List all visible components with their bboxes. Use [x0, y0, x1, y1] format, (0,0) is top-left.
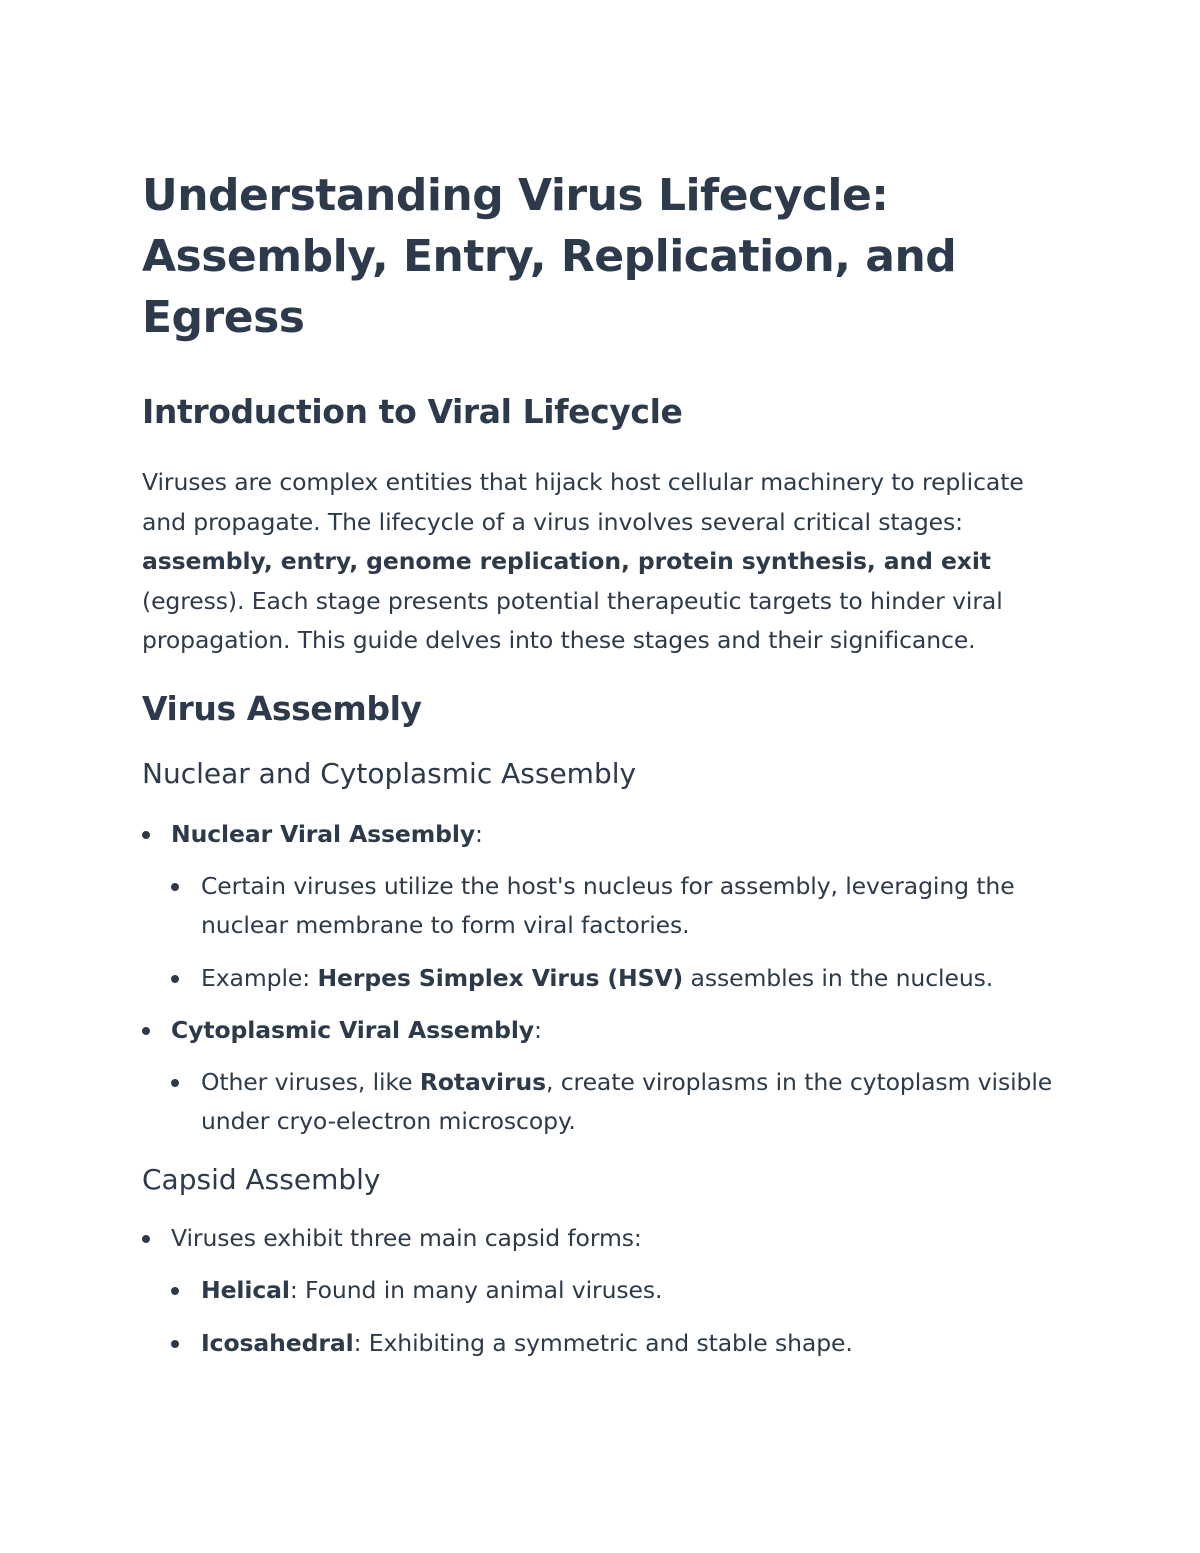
- bullet-icon: [171, 883, 179, 891]
- cytoplasmic-sublist: [171, 1063, 1072, 1141]
- subheading-nuclear-cytoplasmic: Nuclear and Cytoplasmic Assembly: [142, 756, 637, 790]
- example-prefix: Example:: [201, 963, 318, 992]
- subheading-capsid-assembly: Capsid Assembly: [142, 1162, 381, 1196]
- cytoplasmic-label: Cytoplasmic Viral Assembly: [171, 1015, 535, 1044]
- bullet-icon: [171, 975, 179, 983]
- bullet-icon: [142, 831, 150, 839]
- list-item-nuclear-example: [171, 959, 1072, 998]
- cytoplasmic-label-suffix: :: [534, 1015, 542, 1044]
- intro-text-after: (egress). Each stage presents potential therapeutic targets to hinder viral propagation. This guide delves into these stages and their significance.: [142, 586, 1003, 654]
- bullet-icon: [171, 1079, 179, 1087]
- section-heading-virus-assembly: Virus Assembly: [142, 688, 422, 728]
- intro-bold-stages: assembly, entry, genome replication, protein synthesis, and exit: [142, 547, 991, 575]
- bullet-icon: [142, 1235, 150, 1243]
- bullet-icon: [171, 1287, 179, 1295]
- nuclear-sublist: [171, 867, 1072, 998]
- nuclear-label: Nuclear Viral Assembly: [171, 819, 476, 848]
- list-item-cytoplasmic-point: [171, 1063, 1072, 1141]
- cytoplasmic-virus-name: Rotavirus: [419, 1067, 546, 1096]
- helical-label: Helical: [201, 1275, 290, 1304]
- helical-text: : Found in many animal viruses.: [289, 1275, 663, 1304]
- list-item-helical: [171, 1271, 1072, 1310]
- section-heading-introduction: Introduction to Viral Lifecycle: [142, 392, 683, 431]
- capsid-list: [142, 1219, 1072, 1363]
- list-item-capsid-forms: [142, 1219, 1072, 1363]
- cytoplasmic-point-prefix: Other viruses, like: [201, 1067, 420, 1096]
- intro-paragraph: [142, 463, 1072, 661]
- list-item-icosahedral: [171, 1324, 1072, 1363]
- nuclear-label-suffix: :: [475, 819, 483, 848]
- document-page: [142, 165, 1072, 1363]
- bullet-icon: [171, 1340, 179, 1348]
- icosahedral-text: : Exhibiting a symmetric and stable shape.: [353, 1328, 853, 1357]
- nuclear-point-text: Certain viruses utilize the host's nucleus for assembly, leveraging the nuclear membrane to form viral factories.: [201, 871, 1015, 939]
- cytoplasmic-point-suffix: , create viroplasms in the cytoplasm visible under cryo-electron microscopy.: [201, 1067, 1053, 1135]
- assembly-type-list: [142, 815, 1072, 1141]
- list-item-nuclear-assembly: [142, 815, 1072, 998]
- intro-text-before: Viruses are complex entities that hijack host cellular machinery to replicate and propagate. The lifecycle of a virus involves several critical stages:: [142, 468, 1024, 536]
- example-virus-name: Herpes Simplex Virus (HSV): [317, 963, 684, 992]
- list-item-nuclear-point: [171, 867, 1072, 945]
- capsid-forms-sublist: [171, 1271, 1072, 1363]
- list-item-cytoplasmic-assembly: [142, 1011, 1072, 1141]
- example-suffix: assembles in the nucleus.: [683, 963, 994, 992]
- document-title: Understanding Virus Lifecycle: Assembly, Entry, Replication, and Egress: [142, 170, 957, 343]
- capsid-intro-text: Viruses exhibit three main capsid forms:: [171, 1223, 642, 1252]
- bullet-icon: [142, 1027, 150, 1035]
- icosahedral-label: Icosahedral: [201, 1328, 354, 1357]
